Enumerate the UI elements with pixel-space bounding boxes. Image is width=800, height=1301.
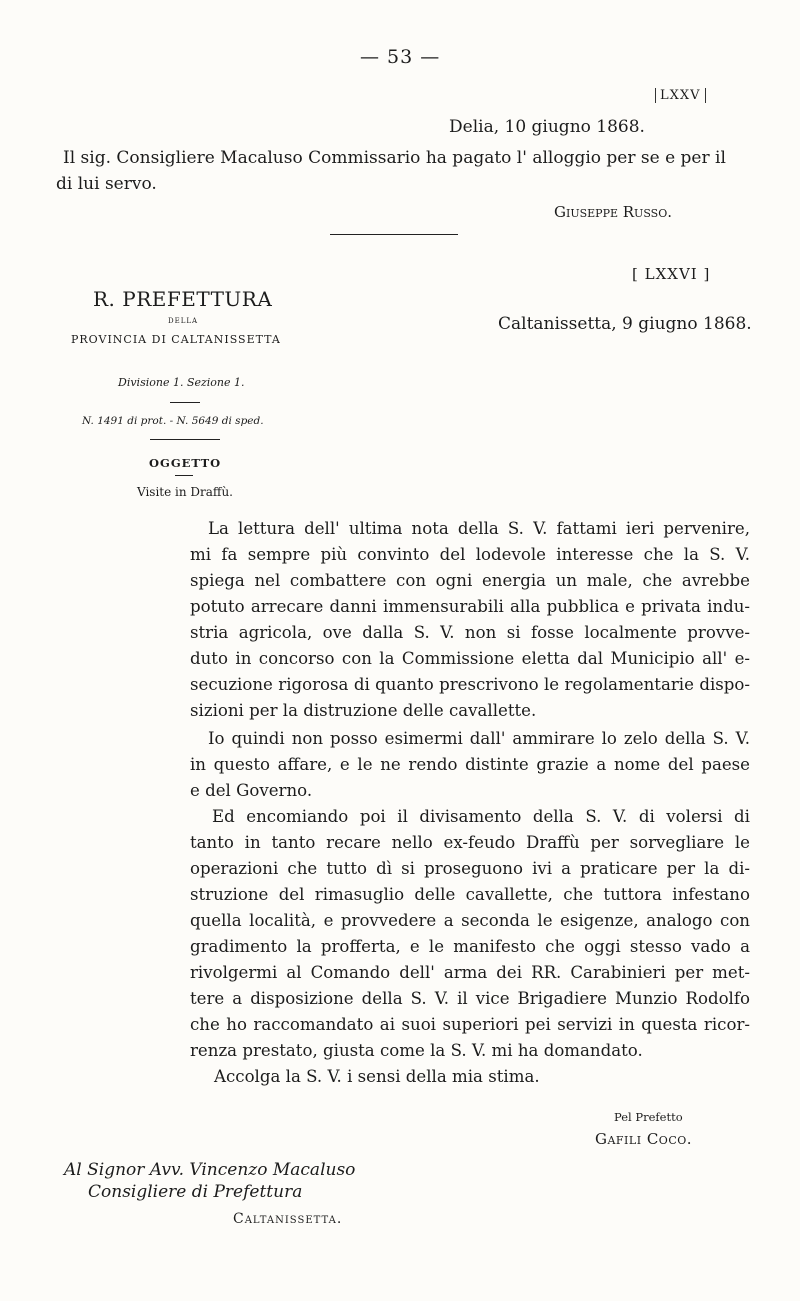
document-number-lxxv xyxy=(655,88,706,103)
header-rule-3 xyxy=(175,475,193,476)
body-line: spiega nel combattere con ogni energia un male, che avrebbe xyxy=(190,571,750,590)
body-line: secuzione rigorosa di quanto prescrivono le regolamentarie dispo- xyxy=(190,675,750,694)
body-line: renza prestato, giusta come la S. V. mi ha domandato. xyxy=(190,1041,643,1060)
body-line: mi fa sempre più convinto del lodevole interesse che la S. V. xyxy=(190,545,750,564)
institution-della: DELLA xyxy=(168,317,199,325)
bracket-open: [ xyxy=(632,265,645,283)
document-number-lxxvi-label: LXXVI xyxy=(644,265,698,283)
body-line: potuto arrecare danni immensurabili alla pubblica e privata indu- xyxy=(190,597,750,616)
division-line: Divisione 1. Sezione 1. xyxy=(118,376,245,389)
body-line: La lettura dell' ultima nota della S. V. fattami ieri pervenire, xyxy=(208,519,750,538)
body-line: gradimento la profferta, e le manifesto che oggi stesso vado a xyxy=(190,937,750,956)
header-rule-2 xyxy=(150,439,220,440)
body-line: sizioni per la distruzione delle cavallette. xyxy=(190,701,537,720)
separator-rule xyxy=(330,234,458,235)
body-line: tere a disposizione della S. V. il vice Brigadiere Munzio Rodolfo xyxy=(190,989,750,1008)
body-line: stria agricola, ove dalla S. V. non si fosse localmente provve- xyxy=(190,623,750,642)
body-line: che ho raccomandato ai suoi superiori pei servizi in questa ricor- xyxy=(190,1015,750,1034)
body-line: tanto in tanto recare nello ex-feudo Draffù per sorvegliare le xyxy=(190,833,750,852)
subject-label: OGGETTO xyxy=(149,456,222,470)
body-line-lxxv-1: Il sig. Consigliere Macaluso Commissario ha pagato l' alloggio per se e per il xyxy=(63,148,726,168)
body-line: in questo affare, e le ne rendo distinte grazie a nome del paese xyxy=(190,755,750,774)
body-line: Ed encomiando poi il divisamento della S. V. di volersi di xyxy=(212,807,750,826)
body-line: quella località, e provvedere a seconda le esigenze, analogo con xyxy=(190,911,750,930)
institution-name: R. PREFETTURA xyxy=(93,287,273,311)
signature-lxxv: Giuseppe Russo. xyxy=(554,203,672,221)
bracket-close: ] xyxy=(697,265,711,283)
body-line: e del Governo. xyxy=(190,781,313,800)
document-number-lxxv-label: LXXV xyxy=(655,88,706,103)
header-rule-1 xyxy=(170,402,200,403)
body-line: Io quindi non posso esimermi dall' ammirare lo zelo della S. V. xyxy=(208,729,750,748)
address-line-1: Al Signor Avv. Vincenzo Macaluso xyxy=(64,1160,356,1180)
subject-text: Visite in Draffù. xyxy=(137,485,233,499)
signature-lxxvi: Gafili Coco. xyxy=(595,1130,693,1148)
body-line: struzione del rimasuglio delle cavallette, che tuttora infestano xyxy=(190,885,750,904)
document-number-lxxvi xyxy=(632,265,710,283)
address-line-2: Consigliere di Prefettura xyxy=(88,1182,303,1202)
protocol-line: N. 1491 di prot. - N. 5649 di sped. xyxy=(82,415,264,427)
address-city: Caltanissetta. xyxy=(233,1211,343,1227)
place-date-lxxv: Delia, 10 giugno 1868. xyxy=(449,117,645,137)
body-line: duto in concorso con la Commissione eletta dal Municipio all' e- xyxy=(190,649,750,668)
signature-prefix: Pel Prefetto xyxy=(614,1110,683,1124)
body-line-lxxv-2: di lui servo. xyxy=(56,174,157,194)
body-line: Accolga la S. V. i sensi della mia stima. xyxy=(214,1067,540,1086)
body-line: rivolgermi al Comando dell' arma dei RR. Carabinieri per met- xyxy=(190,963,750,982)
institution-province: PROVINCIA DI CALTANISSETTA xyxy=(71,333,281,346)
place-date-lxxvi: Caltanissetta, 9 giugno 1868. xyxy=(498,314,752,334)
page-number: — 53 — xyxy=(360,46,441,68)
body-line: operazioni che tutto dì si proseguono ivi a praticare per la di- xyxy=(190,859,750,878)
